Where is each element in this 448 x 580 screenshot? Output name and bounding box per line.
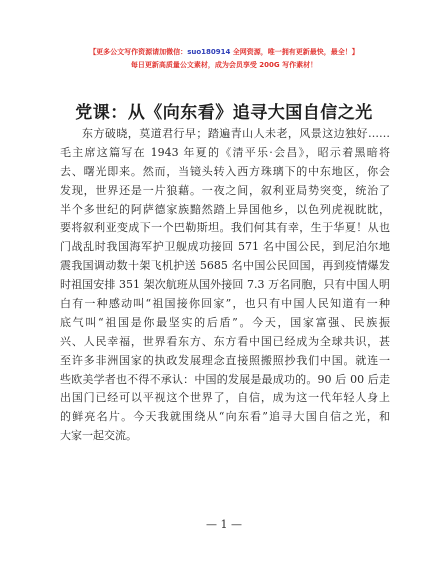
body-line: 底气叫“祖国是你最坚实的后盾”。今天，国家富强、民族振 bbox=[60, 315, 390, 329]
body-line: 门战乱时我国海军护卫舰成功接回 571 名中国公民，到尼泊尔地 bbox=[60, 240, 390, 254]
body-line: 出国门已经可以平视这个世界了，自信，成为这一代年轻人身上 bbox=[60, 391, 390, 405]
body-line: 发现，世界还是一片狼藉。一夜之间，叙利亚局势突变，统治了 bbox=[60, 183, 390, 197]
promo-wechat-id: suo180914 bbox=[187, 48, 231, 56]
body-line: 去、曙光即来。然而，当镜头转入西方珠璃下的中东地区，你会 bbox=[60, 164, 390, 178]
body-line: 震我国调动数十架飞机护送 5685 名中国公民回国，再到疫情爆发 bbox=[60, 259, 390, 273]
promo-text-red-b: 全网资源，唯一拥有更新最快，最全！】 bbox=[230, 48, 359, 56]
body-line: 大家一起交流。 bbox=[60, 429, 137, 443]
body-line: 要将叙利亚变成下一个巴勒斯坦。我们何其有幸，生于华夏！从也 bbox=[60, 221, 390, 235]
body-line: 毛主席这篇写在 1943 年夏的《清平乐·会昌》，昭示着黑暗将 bbox=[60, 145, 390, 159]
promo-banner-line1 bbox=[0, 47, 448, 57]
promo-text-red-a: 【更多公文写作资源请加微信： bbox=[89, 48, 188, 56]
page-number: — 1 — bbox=[206, 518, 242, 531]
document-title: 党课：从《向东看》追寻大国自信之光 bbox=[75, 103, 373, 123]
body-line: 的鲜亮名片。今天我就围绕从“向东看”追寻大国自信之光，和 bbox=[60, 410, 390, 424]
body-line: 至许多非洲国家的执政发展理念直接照搬照抄我们中国。就连一 bbox=[60, 353, 390, 367]
promo-banner-line2: 每日更新高质量公文素材，成为会员享受 200G 写作素材！ bbox=[130, 61, 318, 69]
body-line: 白有一种感动叫“祖国接你回家”，也只有中国人民知道有一种 bbox=[60, 297, 390, 311]
body-line: 半个多世纪的阿萨德家族黯然踏上异国他乡，以色列虎视眈眈， bbox=[60, 202, 390, 216]
body-line: 些欧美学者也不得不承认：中国的发展是最成功的。90 后 00 后走 bbox=[60, 372, 390, 386]
body-line: 时祖国安排 351 架次航班从国外接回 7.3 万名同胞，只有中国人明 bbox=[60, 278, 390, 292]
body-line: 东方破晓，莫道君行早；踏遍青山人未老，风景这边独好…… bbox=[82, 127, 390, 140]
document-body bbox=[60, 125, 390, 446]
body-line: 兴、人民幸福，世界看东方、东方看中国已经成为全球共识，甚 bbox=[60, 334, 390, 348]
